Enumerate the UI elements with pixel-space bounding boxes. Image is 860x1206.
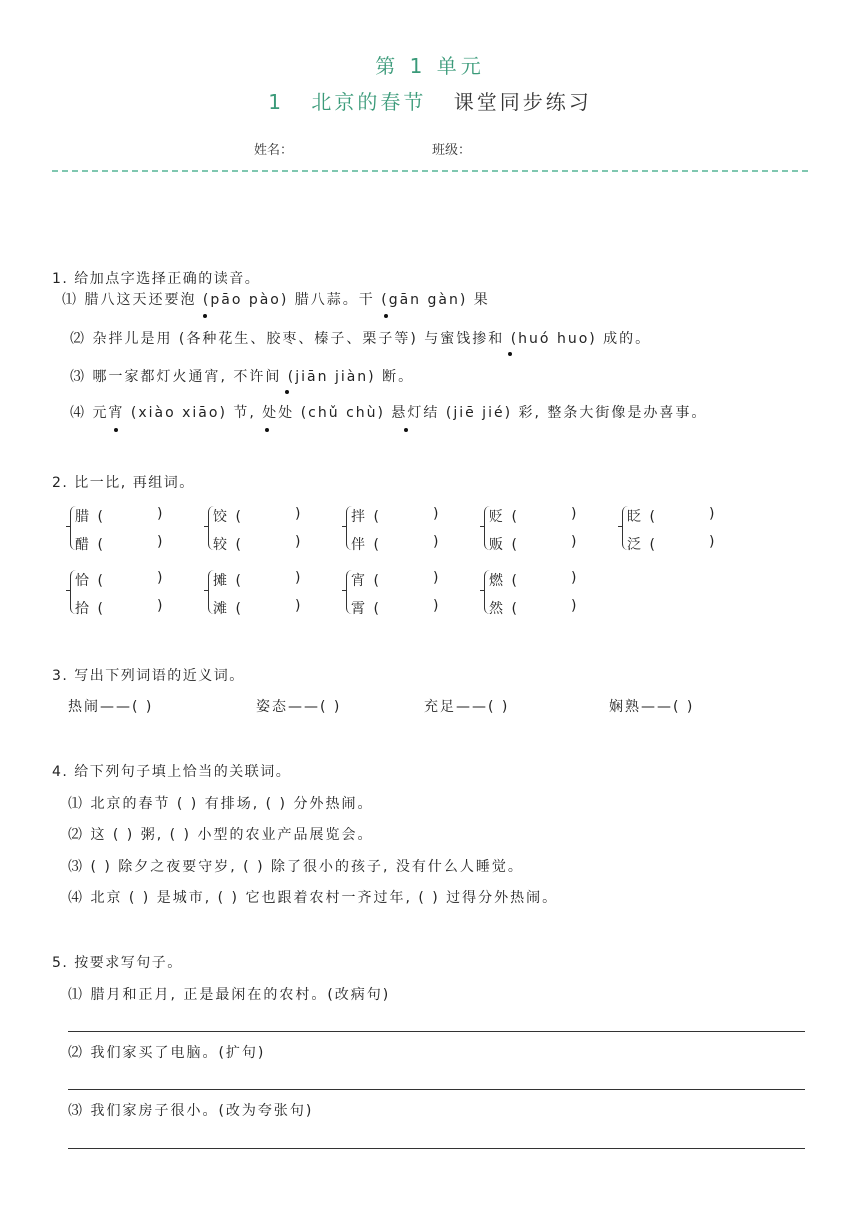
q2-close: ) — [157, 570, 165, 586]
q2-close: ) — [571, 570, 579, 586]
emphasis-dot — [265, 428, 269, 432]
q2-char: 拌 ( — [351, 509, 381, 525]
q1-item-4: ⑷ 元宵 (xiào xiāo) 节, 处处 (chǔ chù) 悬灯结 (jiē jié) 彩, 整条大街像是办喜事。 — [70, 405, 708, 421]
q2-close: ) — [433, 598, 441, 614]
q5-item-3: ⑶ 我们家房子很小。(改为夸张句) — [68, 1103, 314, 1119]
q1-item-1: ⑴ 腊八这天还要泡 (pāo pào) 腊八蒜。干 (gān gàn) 果 — [62, 292, 490, 308]
q2-close: ) — [433, 534, 441, 550]
emphasis-dot — [508, 352, 512, 356]
q1-item-2: ⑵ 杂拌儿是用 (各种花生、胶枣、榛子、栗子等) 与蜜饯掺和 (huó huo) 成的。 — [70, 331, 652, 347]
q2-close: ) — [295, 598, 303, 614]
q1-title: 1. 给加点字选择正确的读音。 — [52, 271, 261, 287]
exercise-type: 课堂同步练习 — [453, 90, 592, 114]
q2-char: 腊 ( — [75, 509, 105, 525]
q2-char: 伴 ( — [351, 537, 381, 553]
q3-word: 热闹——( ) — [68, 699, 154, 715]
q2-char: 拾 ( — [75, 601, 105, 617]
emphasis-dot — [203, 314, 207, 318]
q2-char: 较 ( — [213, 537, 243, 553]
q4-item-2: ⑵ 这 ( ) 粥, ( ) 小型的农业产品展览会。 — [68, 827, 374, 843]
q2-close: ) — [433, 570, 441, 586]
name-label: 姓名： — [254, 143, 294, 158]
q4-item-4: ⑷ 北京 ( ) 是城市, ( ) 它也跟着农村一齐过年, ( ) 过得分外热闹。 — [68, 890, 559, 906]
q2-close: ) — [709, 506, 717, 522]
answer-line[interactable] — [68, 1031, 805, 1032]
q2-close: ) — [709, 534, 717, 550]
q2-char: 贩 ( — [489, 537, 519, 553]
q3-word: 姿态——( ) — [256, 699, 342, 715]
lesson-title: 北京的春节 — [311, 90, 427, 114]
q3-word: 娴熟——( ) — [609, 699, 695, 715]
q5-item-2: ⑵ 我们家买了电脑。(扩句) — [68, 1045, 266, 1061]
q2-char: 眨 ( — [627, 509, 657, 525]
q4-title: 4. 给下列句子填上恰当的关联词。 — [52, 764, 292, 780]
q3-word: 充足——( ) — [424, 699, 510, 715]
class-label: 班级： — [432, 143, 472, 158]
q2-char: 摊 ( — [213, 573, 243, 589]
q2-title: 2. 比一比, 再组词。 — [52, 475, 195, 491]
emphasis-dot — [285, 390, 289, 394]
q2-close: ) — [433, 506, 441, 522]
q2-char: 贬 ( — [489, 509, 519, 525]
lesson-number: 1 — [268, 90, 284, 114]
q4-item-1: ⑴ 北京的春节 ( ) 有排场, ( ) 分外热闹。 — [68, 796, 374, 812]
q2-close: ) — [571, 598, 579, 614]
page-title — [0, 86, 860, 115]
q2-char: 醋 ( — [75, 537, 105, 553]
q2-char: 泛 ( — [627, 537, 657, 553]
q5-item-1: ⑴ 腊月和正月, 正是最闲在的农村。(改病句) — [68, 987, 391, 1003]
q2-close: ) — [157, 534, 165, 550]
q1-item-3: ⑶ 哪一家都灯火通宵, 不许间 (jiān jiàn) 断。 — [70, 369, 415, 385]
q4-item-3: ⑶ ( ) 除夕之夜要守岁, ( ) 除了很小的孩子, 没有什么人睡觉。 — [68, 859, 524, 875]
answer-line[interactable] — [68, 1148, 805, 1149]
q2-close: ) — [157, 506, 165, 522]
emphasis-dot — [114, 428, 118, 432]
q2-char: 然 ( — [489, 601, 519, 617]
q2-char: 饺 ( — [213, 509, 243, 525]
header-divider — [52, 170, 808, 172]
q2-close: ) — [157, 598, 165, 614]
q2-char: 霄 ( — [351, 601, 381, 617]
unit-heading: 第 1 单元 — [375, 54, 485, 78]
q5-title: 5. 按要求写句子。 — [52, 955, 183, 971]
answer-line[interactable] — [68, 1089, 805, 1090]
q2-char: 恰 ( — [75, 573, 105, 589]
q2-close: ) — [295, 570, 303, 586]
emphasis-dot — [384, 314, 388, 318]
q2-close: ) — [571, 506, 579, 522]
q2-close: ) — [295, 506, 303, 522]
q2-char: 燃 ( — [489, 573, 519, 589]
q2-close: ) — [295, 534, 303, 550]
q2-char: 滩 ( — [213, 601, 243, 617]
emphasis-dot — [404, 428, 408, 432]
q2-char: 宵 ( — [351, 573, 381, 589]
q2-close: ) — [571, 534, 579, 550]
q3-title: 3. 写出下列词语的近义词。 — [52, 668, 245, 684]
